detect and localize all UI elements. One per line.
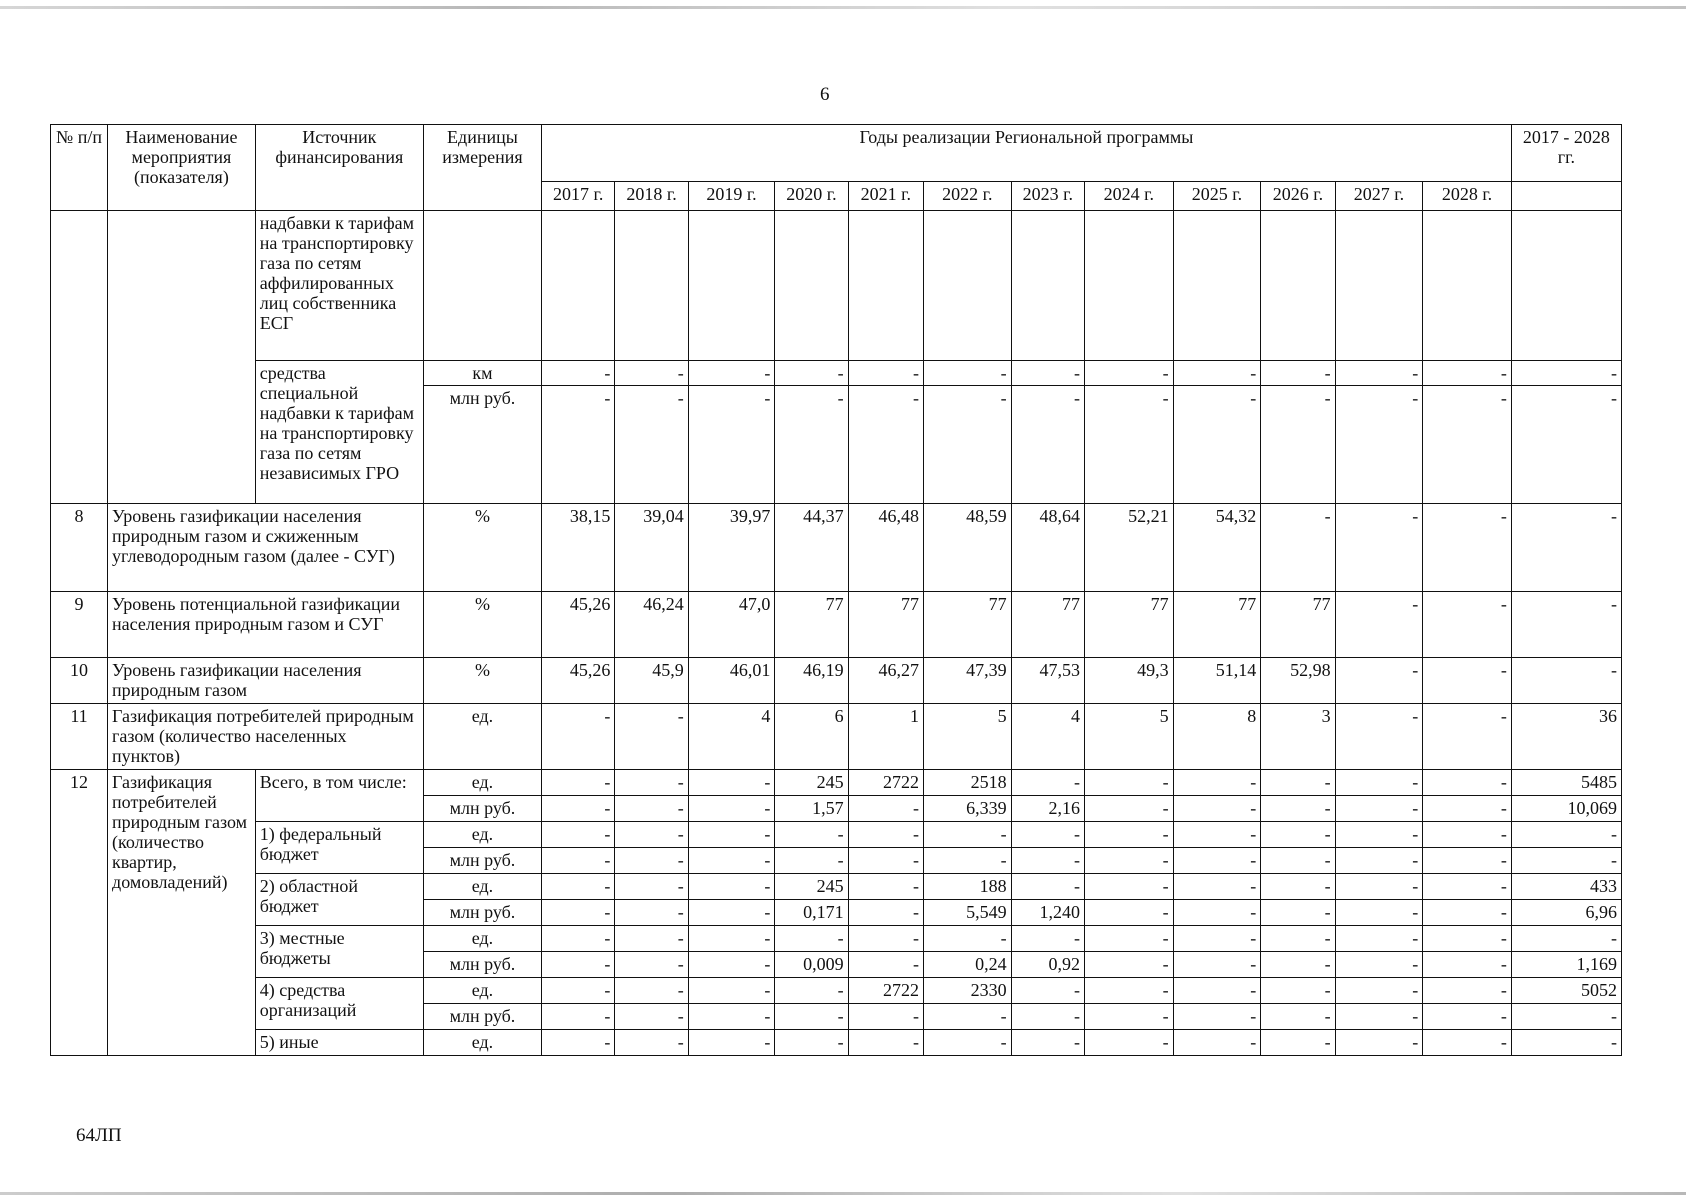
- value-cell: -: [542, 1030, 615, 1056]
- value-cell: -: [1423, 704, 1512, 770]
- value-cell: -: [688, 770, 775, 796]
- header-total: 2017 - 2028 гг.: [1511, 125, 1621, 182]
- empty-cell: [848, 211, 923, 361]
- value-cell: -: [688, 978, 775, 1004]
- value-cell: 39,04: [615, 504, 688, 592]
- value-cell: -: [542, 926, 615, 952]
- value-cell: -: [1085, 1004, 1174, 1030]
- value-cell: -: [1085, 926, 1174, 952]
- value-cell: -: [1011, 848, 1084, 874]
- value-cell: -: [1011, 770, 1084, 796]
- value-cell: -: [1511, 504, 1621, 592]
- value-cell: -: [1423, 952, 1512, 978]
- value-cell: -: [1335, 952, 1423, 978]
- value-cell: -: [688, 361, 775, 386]
- row-name: Уровень газификации населения природным газом и сжиженным углеводородным газом (далее - СУГ): [108, 504, 424, 592]
- value-cell: -: [1511, 1030, 1621, 1056]
- value-cell: -: [1011, 1030, 1084, 1056]
- value-cell: -: [1085, 770, 1174, 796]
- value-cell: 44,37: [775, 504, 848, 592]
- value-cell: -: [688, 386, 775, 504]
- value-cell: -: [1261, 770, 1335, 796]
- unit-cell: ед.: [423, 822, 541, 848]
- value-cell: 2518: [924, 770, 1012, 796]
- value-cell: -: [688, 822, 775, 848]
- value-cell: -: [1011, 1004, 1084, 1030]
- value-cell: -: [1335, 1004, 1423, 1030]
- value-cell: 38,15: [542, 504, 615, 592]
- page-number: 6: [820, 84, 830, 105]
- value-cell: -: [775, 822, 848, 848]
- value-cell: -: [1173, 874, 1261, 900]
- empty-cell: [1261, 211, 1335, 361]
- unit-cell: млн руб.: [423, 1004, 541, 1030]
- value-cell: -: [1335, 704, 1423, 770]
- value-cell: -: [1511, 361, 1621, 386]
- value-cell: -: [1261, 1030, 1335, 1056]
- value-cell: 47,0: [688, 592, 775, 658]
- value-cell: -: [1511, 658, 1621, 704]
- value-cell: -: [1085, 900, 1174, 926]
- value-cell: -: [615, 848, 688, 874]
- value-cell: -: [1423, 978, 1512, 1004]
- value-cell: -: [1173, 1004, 1261, 1030]
- value-cell: -: [1335, 386, 1423, 504]
- value-cell: -: [924, 386, 1012, 504]
- value-cell: 5485: [1511, 770, 1621, 796]
- source-cell: 4) средства организаций: [255, 978, 423, 1030]
- row-name: Уровень газификации населения природным газом: [108, 658, 424, 704]
- value-cell: -: [1085, 796, 1174, 822]
- header-source: Источник финансирования: [255, 125, 423, 211]
- value-cell: -: [775, 1030, 848, 1056]
- value-cell: 433: [1511, 874, 1621, 900]
- value-cell: 4: [1011, 704, 1084, 770]
- value-cell: 5: [924, 704, 1012, 770]
- value-cell: -: [775, 926, 848, 952]
- value-cell: -: [542, 796, 615, 822]
- value-cell: -: [924, 361, 1012, 386]
- cont-name-cell: [108, 211, 256, 504]
- cont-source-a: надбавки к тарифам на транспортировку газа по сетям аффилированных лиц собственника ЕСГ: [255, 211, 423, 361]
- header-num: № п/п: [51, 125, 108, 211]
- value-cell: -: [1085, 978, 1174, 1004]
- value-cell: 2722: [848, 770, 923, 796]
- empty-cell: [775, 211, 848, 361]
- value-cell: 45,26: [542, 592, 615, 658]
- value-cell: -: [848, 848, 923, 874]
- value-cell: 45,26: [542, 658, 615, 704]
- value-cell: 0,24: [924, 952, 1012, 978]
- empty-cell: [1511, 211, 1621, 361]
- value-cell: 52,98: [1261, 658, 1335, 704]
- unit-cell: ед.: [423, 704, 541, 770]
- value-cell: -: [1335, 1030, 1423, 1056]
- value-cell: 46,48: [848, 504, 923, 592]
- value-cell: -: [1423, 592, 1512, 658]
- value-cell: 46,27: [848, 658, 923, 704]
- empty-cell: [688, 211, 775, 361]
- value-cell: -: [1011, 822, 1084, 848]
- value-cell: -: [1511, 592, 1621, 658]
- source-cell: 5) иные: [255, 1030, 423, 1056]
- value-cell: -: [688, 1004, 775, 1030]
- source-cell: 3) местные бюджеты: [255, 926, 423, 978]
- row-name: Уровень потенциальной газификации населения природным газом и СУГ: [108, 592, 424, 658]
- header-year: 2017 г.: [542, 182, 615, 211]
- value-cell: -: [1173, 978, 1261, 1004]
- value-cell: -: [1261, 952, 1335, 978]
- value-cell: -: [1511, 848, 1621, 874]
- value-cell: -: [924, 848, 1012, 874]
- value-cell: -: [1261, 796, 1335, 822]
- value-cell: -: [615, 386, 688, 504]
- unit-cell: ед.: [423, 926, 541, 952]
- value-cell: 77: [1261, 592, 1335, 658]
- value-cell: -: [1335, 658, 1423, 704]
- value-cell: -: [615, 900, 688, 926]
- value-cell: 5,549: [924, 900, 1012, 926]
- value-cell: 6: [775, 704, 848, 770]
- value-cell: -: [1011, 926, 1084, 952]
- value-cell: 2722: [848, 978, 923, 1004]
- value-cell: -: [542, 770, 615, 796]
- value-cell: 51,14: [1173, 658, 1261, 704]
- value-cell: -: [615, 704, 688, 770]
- value-cell: 54,32: [1173, 504, 1261, 592]
- value-cell: -: [688, 848, 775, 874]
- unit-cell: %: [423, 658, 541, 704]
- value-cell: -: [1423, 822, 1512, 848]
- value-cell: -: [542, 978, 615, 1004]
- value-cell: 77: [1011, 592, 1084, 658]
- value-cell: -: [1423, 900, 1512, 926]
- value-cell: -: [848, 796, 923, 822]
- value-cell: 47,39: [924, 658, 1012, 704]
- value-cell: -: [1335, 770, 1423, 796]
- value-cell: 36: [1511, 704, 1621, 770]
- value-cell: -: [1261, 504, 1335, 592]
- header-year: 2020 г.: [775, 182, 848, 211]
- value-cell: -: [1261, 1004, 1335, 1030]
- value-cell: -: [924, 822, 1012, 848]
- value-cell: -: [542, 822, 615, 848]
- unit-cell: млн руб.: [423, 848, 541, 874]
- unit-cell: млн руб.: [423, 900, 541, 926]
- value-cell: -: [848, 900, 923, 926]
- footer-code: 64ЛП: [76, 1125, 122, 1146]
- value-cell: -: [688, 796, 775, 822]
- value-cell: -: [542, 874, 615, 900]
- value-cell: -: [775, 978, 848, 1004]
- row-name: Газификация потребителей природным газом (количество квартир, домовладений): [108, 770, 256, 1056]
- value-cell: -: [542, 952, 615, 978]
- value-cell: 1,169: [1511, 952, 1621, 978]
- value-cell: 47,53: [1011, 658, 1084, 704]
- unit-cell: %: [423, 504, 541, 592]
- unit-cell: ед.: [423, 770, 541, 796]
- value-cell: -: [1423, 926, 1512, 952]
- value-cell: -: [615, 952, 688, 978]
- value-cell: 77: [775, 592, 848, 658]
- value-cell: -: [1261, 926, 1335, 952]
- value-cell: 0,009: [775, 952, 848, 978]
- value-cell: -: [1335, 874, 1423, 900]
- scan-edge-top: [0, 6, 1686, 9]
- value-cell: -: [924, 926, 1012, 952]
- value-cell: -: [848, 361, 923, 386]
- value-cell: 1: [848, 704, 923, 770]
- value-cell: -: [542, 386, 615, 504]
- value-cell: -: [615, 926, 688, 952]
- value-cell: 48,59: [924, 504, 1012, 592]
- header-year: 2025 г.: [1173, 182, 1261, 211]
- scan-edge-bottom: [0, 1192, 1686, 1195]
- header-year: 2026 г.: [1261, 182, 1335, 211]
- header-year: 2023 г.: [1011, 182, 1084, 211]
- value-cell: -: [1261, 822, 1335, 848]
- cont-source-b: средства специальной надбавки к тарифам на транспортировку газа по сетям независимых ГРО: [255, 361, 423, 504]
- value-cell: 52,21: [1085, 504, 1174, 592]
- value-cell: -: [1335, 926, 1423, 952]
- value-cell: -: [615, 361, 688, 386]
- value-cell: 77: [848, 592, 923, 658]
- value-cell: 46,01: [688, 658, 775, 704]
- value-cell: -: [1173, 900, 1261, 926]
- value-cell: -: [1173, 952, 1261, 978]
- value-cell: -: [1085, 848, 1174, 874]
- value-cell: -: [688, 900, 775, 926]
- value-cell: -: [1173, 848, 1261, 874]
- value-cell: -: [542, 900, 615, 926]
- value-cell: -: [1173, 386, 1261, 504]
- value-cell: -: [848, 874, 923, 900]
- unit-cell: млн руб.: [423, 386, 541, 504]
- value-cell: -: [1335, 822, 1423, 848]
- value-cell: -: [1335, 592, 1423, 658]
- value-cell: -: [1085, 952, 1174, 978]
- row-number: 10: [51, 658, 108, 704]
- unit-cell: ед.: [423, 874, 541, 900]
- value-cell: -: [1173, 1030, 1261, 1056]
- value-cell: -: [1261, 978, 1335, 1004]
- value-cell: 39,97: [688, 504, 775, 592]
- value-cell: -: [615, 796, 688, 822]
- header-unit: Единицы измерения: [423, 125, 541, 211]
- value-cell: -: [1011, 978, 1084, 1004]
- row-name: Газификация потребителей природным газом (количество населенных пунктов): [108, 704, 424, 770]
- row-number: 8: [51, 504, 108, 592]
- value-cell: -: [1261, 900, 1335, 926]
- value-cell: -: [775, 361, 848, 386]
- value-cell: -: [1423, 504, 1512, 592]
- value-cell: -: [1011, 361, 1084, 386]
- value-cell: 245: [775, 874, 848, 900]
- header-year: 2018 г.: [615, 182, 688, 211]
- header-name: Наименование мероприятия (показателя): [108, 125, 256, 211]
- source-cell: Всего, в том числе:: [255, 770, 423, 822]
- value-cell: 10,069: [1511, 796, 1621, 822]
- value-cell: 0,171: [775, 900, 848, 926]
- value-cell: -: [1011, 386, 1084, 504]
- value-cell: 8: [1173, 704, 1261, 770]
- unit-cell: ед.: [423, 1030, 541, 1056]
- row-number: 12: [51, 770, 108, 1056]
- value-cell: -: [775, 1004, 848, 1030]
- unit-cell: млн руб.: [423, 796, 541, 822]
- value-cell: -: [1511, 822, 1621, 848]
- unit-cell: ед.: [423, 978, 541, 1004]
- value-cell: -: [848, 1004, 923, 1030]
- value-cell: -: [1423, 770, 1512, 796]
- value-cell: -: [848, 926, 923, 952]
- value-cell: 1,240: [1011, 900, 1084, 926]
- value-cell: -: [1335, 796, 1423, 822]
- value-cell: -: [688, 1030, 775, 1056]
- unit-cell: км: [423, 361, 541, 386]
- value-cell: -: [542, 704, 615, 770]
- value-cell: -: [615, 978, 688, 1004]
- value-cell: 3: [1261, 704, 1335, 770]
- value-cell: -: [1173, 926, 1261, 952]
- empty-cell: [1335, 211, 1423, 361]
- value-cell: 2,16: [1011, 796, 1084, 822]
- value-cell: -: [1511, 1004, 1621, 1030]
- value-cell: 77: [1085, 592, 1174, 658]
- cont-unit-blank: [423, 211, 541, 361]
- value-cell: 188: [924, 874, 1012, 900]
- header-year: 2022 г.: [924, 182, 1012, 211]
- value-cell: 46,19: [775, 658, 848, 704]
- value-cell: -: [688, 926, 775, 952]
- value-cell: -: [615, 770, 688, 796]
- value-cell: -: [1511, 386, 1621, 504]
- value-cell: -: [542, 1004, 615, 1030]
- header-year: 2021 г.: [848, 182, 923, 211]
- value-cell: -: [1173, 796, 1261, 822]
- value-cell: 5052: [1511, 978, 1621, 1004]
- value-cell: -: [1423, 361, 1512, 386]
- row-number: 11: [51, 704, 108, 770]
- value-cell: 0,92: [1011, 952, 1084, 978]
- value-cell: -: [1261, 848, 1335, 874]
- header-year: 2024 г.: [1085, 182, 1174, 211]
- value-cell: -: [924, 1030, 1012, 1056]
- header-year: 2027 г.: [1335, 182, 1423, 211]
- cont-num-cell: [51, 211, 108, 504]
- value-cell: 49,3: [1085, 658, 1174, 704]
- value-cell: -: [542, 848, 615, 874]
- value-cell: -: [1261, 361, 1335, 386]
- value-cell: -: [1335, 848, 1423, 874]
- value-cell: -: [1085, 822, 1174, 848]
- row-number: 9: [51, 592, 108, 658]
- source-cell: 2) областной бюджет: [255, 874, 423, 926]
- empty-cell: [542, 211, 615, 361]
- header-total-blank: [1511, 182, 1621, 211]
- value-cell: 4: [688, 704, 775, 770]
- value-cell: -: [1423, 874, 1512, 900]
- value-cell: -: [1335, 978, 1423, 1004]
- value-cell: -: [1511, 926, 1621, 952]
- empty-cell: [1423, 211, 1512, 361]
- source-cell: 1) федеральный бюджет: [255, 822, 423, 874]
- value-cell: -: [1423, 848, 1512, 874]
- value-cell: 6,339: [924, 796, 1012, 822]
- empty-cell: [1173, 211, 1261, 361]
- value-cell: -: [1173, 770, 1261, 796]
- value-cell: 45,9: [615, 658, 688, 704]
- value-cell: -: [848, 1030, 923, 1056]
- empty-cell: [1011, 211, 1084, 361]
- value-cell: -: [848, 386, 923, 504]
- value-cell: -: [1173, 361, 1261, 386]
- value-cell: -: [848, 822, 923, 848]
- value-cell: -: [1085, 874, 1174, 900]
- value-cell: -: [1261, 874, 1335, 900]
- value-cell: -: [1011, 874, 1084, 900]
- header-year: 2019 г.: [688, 182, 775, 211]
- value-cell: -: [775, 848, 848, 874]
- value-cell: -: [1423, 386, 1512, 504]
- header-year: 2028 г.: [1423, 182, 1512, 211]
- value-cell: 48,64: [1011, 504, 1084, 592]
- value-cell: -: [1335, 361, 1423, 386]
- value-cell: -: [848, 952, 923, 978]
- value-cell: 46,24: [615, 592, 688, 658]
- value-cell: 5: [1085, 704, 1174, 770]
- value-cell: -: [615, 822, 688, 848]
- unit-cell: %: [423, 592, 541, 658]
- value-cell: -: [775, 386, 848, 504]
- value-cell: 1,57: [775, 796, 848, 822]
- value-cell: -: [1261, 386, 1335, 504]
- empty-cell: [1085, 211, 1174, 361]
- value-cell: -: [615, 874, 688, 900]
- unit-cell: млн руб.: [423, 952, 541, 978]
- value-cell: -: [1423, 796, 1512, 822]
- value-cell: -: [1173, 822, 1261, 848]
- value-cell: -: [1085, 386, 1174, 504]
- value-cell: -: [1423, 1004, 1512, 1030]
- value-cell: 2330: [924, 978, 1012, 1004]
- value-cell: 6,96: [1511, 900, 1621, 926]
- value-cell: -: [542, 361, 615, 386]
- value-cell: -: [1335, 504, 1423, 592]
- value-cell: -: [1335, 900, 1423, 926]
- value-cell: -: [688, 874, 775, 900]
- value-cell: -: [615, 1004, 688, 1030]
- value-cell: 77: [924, 592, 1012, 658]
- value-cell: -: [1423, 658, 1512, 704]
- value-cell: -: [1085, 361, 1174, 386]
- value-cell: -: [924, 1004, 1012, 1030]
- value-cell: -: [1085, 1030, 1174, 1056]
- header-years-group: Годы реализации Региональной программы: [542, 125, 1512, 182]
- value-cell: -: [688, 952, 775, 978]
- empty-cell: [924, 211, 1012, 361]
- value-cell: 245: [775, 770, 848, 796]
- value-cell: -: [1423, 1030, 1512, 1056]
- value-cell: 77: [1173, 592, 1261, 658]
- program-table: [50, 124, 1622, 1056]
- empty-cell: [615, 211, 688, 361]
- value-cell: -: [615, 1030, 688, 1056]
